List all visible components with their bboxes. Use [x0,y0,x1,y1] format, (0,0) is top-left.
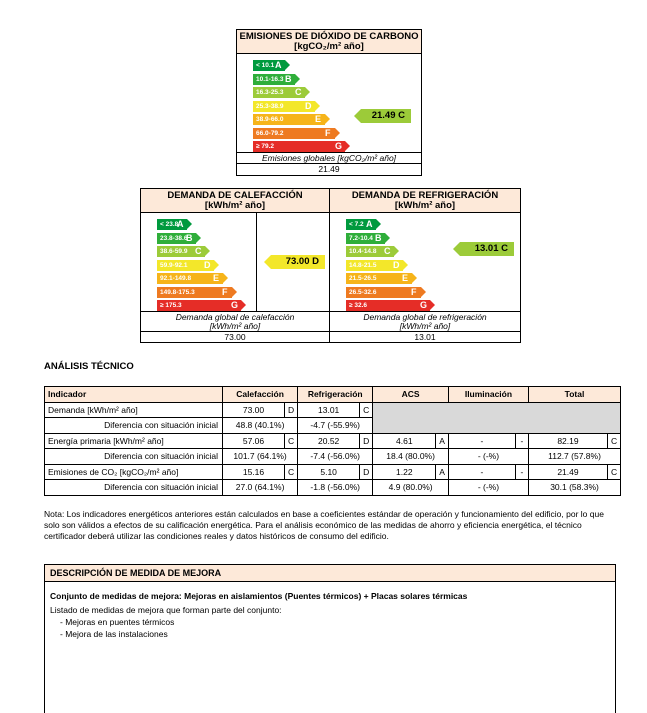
measure-body [45,582,615,648]
scale-letter: G [335,141,343,151]
cell-empty [373,402,621,433]
cooling-box [329,188,521,343]
heating-result-value: 73.00 D [285,256,319,267]
table-row [45,433,621,449]
cell-value: 82.19 [528,433,607,449]
cell-value: - (-%) [448,480,528,496]
scale-bar-g: ≥ 32.6 G [346,300,430,311]
scale-bar-e: 21.5-26.5 E [346,273,412,284]
cell-value: 73.00 [223,402,285,418]
cell-value: 13.01 [298,402,360,418]
scale-bar-e: 38.9-66.0 E [253,114,325,125]
scale-arrow-icon [205,246,210,256]
cell-value: 4.61 [373,433,436,449]
cooling-unit: [kWh/m² año] [394,200,456,211]
header-indicador: Indicador [45,387,223,403]
analysis-title: ANÁLISIS TÉCNICO [44,361,134,372]
co2-global-label: Emisiones globales [kgCO₂/m² año] [237,152,421,163]
heating-box [140,188,330,343]
scale-bar-a: < 23.8 A [157,219,187,230]
cell-letter: D [360,433,373,449]
header-iluminacion: Iluminación [448,387,528,403]
table-row [45,449,621,465]
row-label: Emisiones de CO₂ [kgCO₂/m² año] [45,464,223,480]
scale-arrow-icon [412,273,417,283]
cell-letter: C [607,433,620,449]
scale-letter: B [375,232,382,243]
scale-bar-b: 7.2-10.4 B [346,233,385,244]
cell-letter: C [285,433,298,449]
scale-arrow-icon [241,300,246,310]
cell-letter: - [515,464,528,480]
cell-value: 18.4 (80.0%) [373,449,449,465]
scale-arrow-icon [430,300,435,310]
scale-letter: D [305,100,312,111]
scale-bar-a: < 10.1 A [253,60,285,71]
cell-letter: C [285,464,298,480]
measure-set-label: Conjunto de medidas de mejora: Mejoras en aislamientos (Puentes térmicos) + Placas solares térmicas [50,591,468,601]
co2-global-value: 21.49 [237,163,421,175]
header-total: Total [528,387,620,403]
scale-bar-d: 59.9-92.1 D [157,260,214,271]
header-acs: ACS [373,387,449,403]
measure-list-intro: Listado de medidas de mejora que forman parte del conjunto: [50,605,282,615]
measure-box [44,564,616,713]
cell-value: - [448,464,515,480]
scale-letter: E [315,114,322,124]
header-refrigeracion: Refrigeración [298,387,373,403]
scale-bar-f: 149.8-175.3 F [157,287,232,298]
scale-letter: C [295,87,302,97]
cell-value: - (-%) [448,449,528,465]
scale-arrow-icon [421,287,426,297]
scale-arrow-icon [305,87,310,97]
co2-title: EMISIONES DE DIÓXIDO DE CARBONO [239,31,419,42]
scale-letter: A [177,219,184,229]
scale-arrow-icon [403,260,408,270]
scale-arrow-icon [325,114,330,124]
scale-bar-f: 26.5-32.6 F [346,287,421,298]
heating-header [141,189,329,213]
row-label: Demanda [kWh/m² año] [45,402,223,418]
cell-value: 20.52 [298,433,360,449]
scale-letter: A [275,60,282,70]
scale-bar-e: 92.1-149.8 E [157,273,223,284]
scale-letter: D [393,259,400,270]
cooling-title: DEMANDA DE REFRIGERACIÓN [351,190,499,201]
cell-value: 30.1 (58.3%) [528,480,620,496]
scale-bar-c: 38.6-59.9 C [157,246,205,257]
scale-arrow-icon [187,219,192,229]
co2-result-value: 21.49 C [371,110,405,121]
cooling-result-arrow-icon [453,242,460,256]
scale-bar-d: 14.8-21.5 D [346,260,403,271]
cell-value: 27.0 (64.1%) [223,480,298,496]
cell-value: 5.10 [298,464,360,480]
row-label: Diferencia con situación inicial [45,449,223,465]
scale-arrow-icon [376,219,381,229]
scale-arrow-icon [394,246,399,256]
table-row [45,402,621,418]
scale-bar-g: ≥ 79.2 G [253,141,345,152]
heating-unit: [kWh/m² año] [204,200,266,211]
list-item: - Mejora de las instalaciones [60,629,168,639]
scale-letter: F [325,127,331,138]
cell-value: -7.4 (-56.0%) [298,449,373,465]
scale-arrow-icon [345,141,350,151]
cooling-header [330,189,520,213]
cell-value: 101.7 (64.1%) [223,449,298,465]
scale-arrow-icon [385,233,390,243]
scale-arrow-icon [315,101,320,111]
cell-value: 4.9 (80.0%) [373,480,449,496]
cell-letter: C [360,402,373,418]
co2-scale [237,54,423,152]
scale-letter: D [204,259,211,270]
cell-letter: C [607,464,620,480]
cell-value: 57.06 [223,433,285,449]
header-calefaccion: Calefacción [223,387,298,403]
scale-bar-b: 23.8-38.6 B [157,233,196,244]
scale-letter: E [402,273,409,283]
scale-letter: G [231,300,239,310]
scale-letter: B [285,73,292,84]
heating-global-value: 73.00 [141,331,329,343]
heating-title: DEMANDA DE CALEFACCIÓN [167,190,303,201]
co2-header [237,30,421,54]
scale-bar-d: 25.3-38.9 D [253,101,315,112]
cell-letter: A [436,464,449,480]
scale-arrow-icon [232,287,237,297]
cooling-global-label: Demanda global de refrigeración [kWh/m² año] [363,312,487,331]
cell-value: 15.16 [223,464,285,480]
scale-letter: F [411,286,417,297]
cell-value: -1.8 (-56.0%) [298,480,373,496]
scale-letter: E [213,273,220,283]
scale-letter: C [195,246,202,256]
analysis-table [44,386,621,496]
cell-value: 48.8 (40.1%) [223,418,298,434]
list-item: - Mejoras en puentes térmicos [60,617,175,627]
cell-letter: D [360,464,373,480]
scale-arrow-icon [223,273,228,283]
scale-arrow-icon [285,60,290,70]
heating-scale [141,213,256,311]
scale-bar-a: < 7.2 A [346,219,376,230]
scale-arrow-icon [214,260,219,270]
row-label: Diferencia con situación inicial [45,418,223,434]
cell-letter: D [285,402,298,418]
scale-letter: F [222,286,228,297]
scale-bar-g: ≥ 175.3 G [157,300,241,311]
cell-value: -4.7 (-55.9%) [298,418,373,434]
co2-result-badge [361,109,411,123]
scale-letter: G [420,300,428,310]
cell-letter: A [436,433,449,449]
cell-value: 1.22 [373,464,436,480]
co2-box [236,29,422,176]
scale-letter: B [186,232,193,243]
scale-letter: A [366,219,373,229]
cooling-scale [330,213,450,311]
scale-arrow-icon [295,74,300,84]
heating-result-badge [271,255,325,269]
heating-divider [256,213,257,311]
scale-arrow-icon [196,233,201,243]
cell-letter: - [515,433,528,449]
cooling-result-badge [460,242,514,256]
cooling-result-value: 13.01 C [474,243,508,254]
measure-title: DESCRIPCIÓN DE MEDIDA DE MEJORA [45,565,615,582]
heating-result-arrow-icon [264,255,271,269]
cell-value: - [448,433,515,449]
cell-value: 112.7 (57.8%) [528,449,620,465]
co2-unit: [kgCO₂/m² año] [294,41,364,52]
row-label: Diferencia con situación inicial [45,480,223,496]
note-text: Nota: Los indicadores energéticos anteriores están calculados en base a coeficientes estándar de operación y funcionamiento del edificio, por lo que solo son válidos a efectos de su calificación energética. Para el análisis económico de las medidas de ahorro y eficiencia energética, el técnico certificador deberá utilizar las condiciones reales y datos históricos de consumo del edificio. [44,509,604,541]
heating-global-label: Demanda global de calefacción [kWh/m² año] [175,312,295,331]
scale-bar-c: 16.3-25.3 C [253,87,305,98]
cell-value: 21.49 [528,464,607,480]
scale-bar-b: 10.1-16.3 B [253,74,295,85]
row-label: Energía primaria [kWh/m² año] [45,433,223,449]
co2-result-arrow-icon [354,109,361,123]
table-header-row [45,387,621,403]
cooling-global-value: 13.01 [330,331,520,343]
scale-bar-c: 10.4-14.8 C [346,246,394,257]
scale-bar-f: 66.0-79.2 F [253,128,335,139]
scale-letter: C [384,246,391,256]
table-row [45,464,621,480]
table-row [45,480,621,496]
scale-arrow-icon [335,128,340,138]
